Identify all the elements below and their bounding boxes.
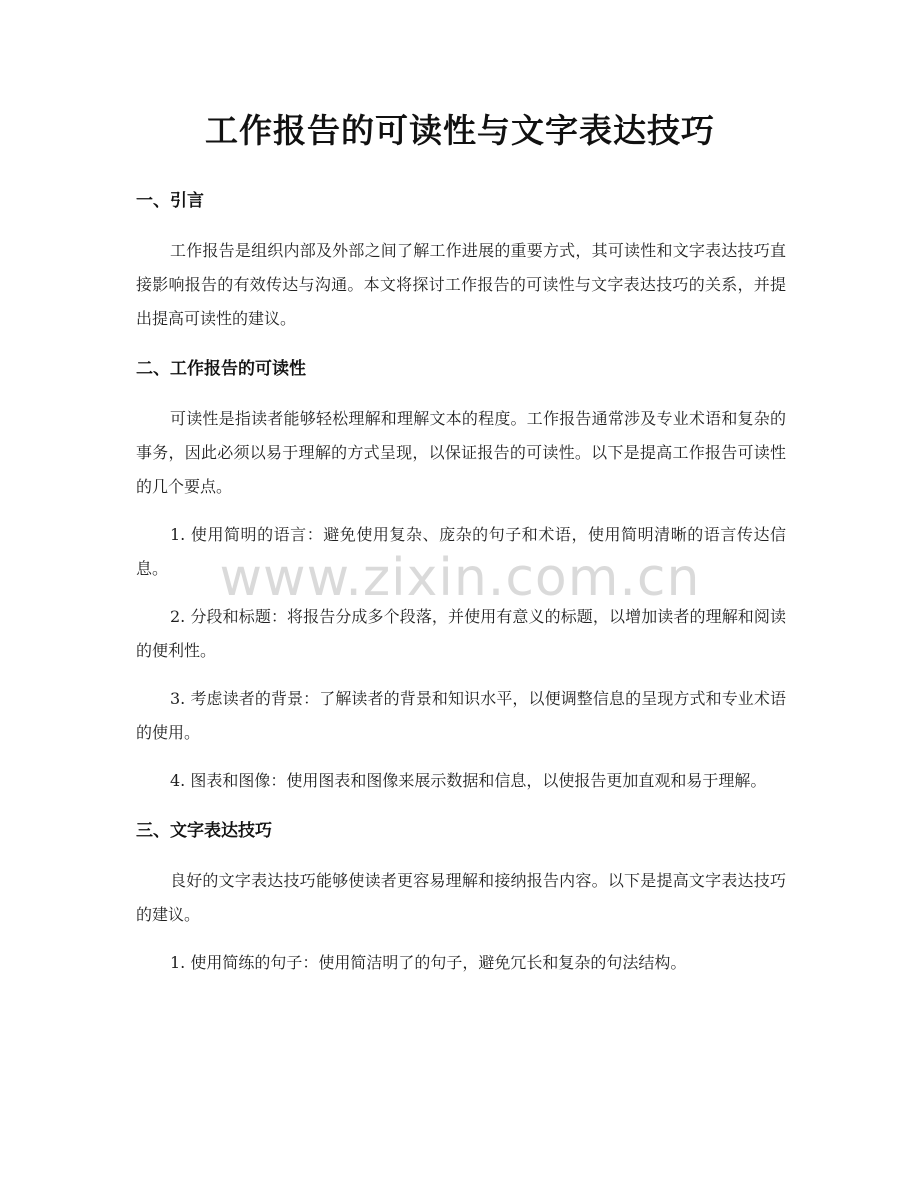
list-item: 3. 考虑读者的背景：了解读者的背景和知识水平，以便调整信息的呈现方式和专业术语的使用。 bbox=[136, 689, 786, 742]
section-heading-intro: 一、引言 bbox=[136, 191, 204, 211]
list-item: 1. 使用简明的语言：避免使用复杂、庞杂的句子和术语，使用简明清晰的语言传达信息。 bbox=[136, 525, 786, 578]
paragraph: 工作报告是组织内部及外部之间了解工作进展的重要方式，其可读性和文字表达技巧直接影响报告的有效传达与沟通。本文将探讨工作报告的可读性与文字表达技巧的关系，并提出提高可读性的建议。 bbox=[136, 241, 786, 328]
list-item: 2. 分段和标题：将报告分成多个段落，并使用有意义的标题，以增加读者的理解和阅读的便利性。 bbox=[136, 607, 786, 660]
document-body bbox=[136, 184, 786, 980]
list-item: 4. 图表和图像：使用图表和图像来展示数据和信息，以使报告更加直观和易于理解。 bbox=[170, 771, 767, 790]
document-title: 工作报告的可读性与文字表达技巧 bbox=[205, 111, 715, 150]
section-heading-writing-skills: 三、文字表达技巧 bbox=[136, 821, 272, 841]
section-heading-readability: 二、工作报告的可读性 bbox=[136, 359, 306, 379]
list-item: 1. 使用简练的句子：使用简洁明了的句子，避免冗长和复杂的句法结构。 bbox=[170, 953, 687, 972]
watermark: www.zixin.com.cn bbox=[219, 548, 701, 608]
paragraph: 良好的文字表达技巧能够使读者更容易理解和接纳报告内容。以下是提高文字表达技巧的建议。 bbox=[136, 871, 786, 924]
paragraph: 可读性是指读者能够轻松理解和理解文本的程度。工作报告通常涉及专业术语和复杂的事务，因此必须以易于理解的方式呈现，以保证报告的可读性。以下是提高工作报告可读性的几个要点。 bbox=[136, 409, 786, 496]
